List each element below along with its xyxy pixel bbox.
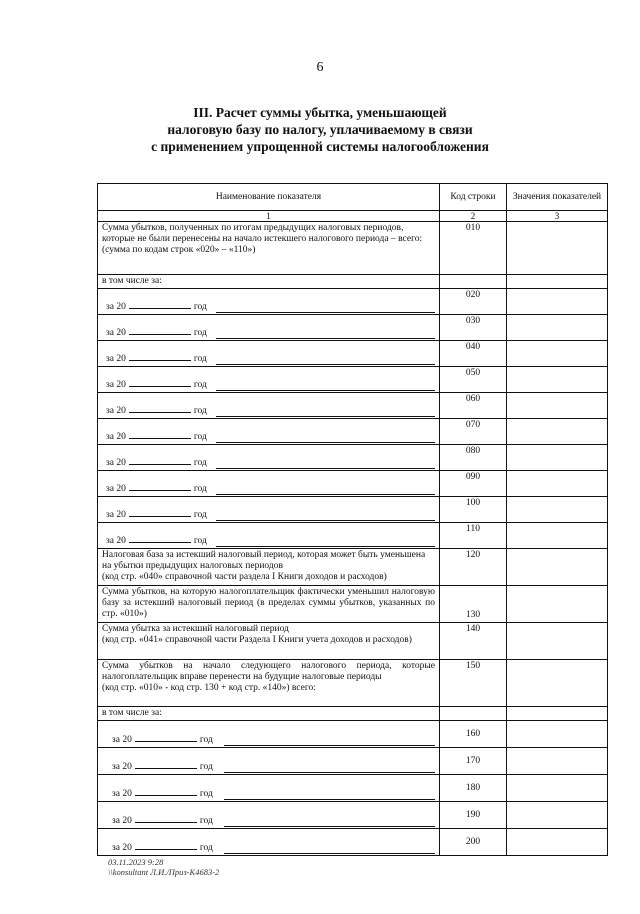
row-190-code: 190 [440, 802, 507, 829]
year-label: за 20 год [112, 843, 213, 853]
table-row-010 [98, 222, 608, 275]
year-label: за 20 год [112, 789, 213, 799]
row-150-code: 150 [440, 660, 507, 707]
table-row-160 [98, 721, 608, 748]
row-170-code: 170 [440, 748, 507, 775]
table-row-030 [98, 315, 608, 341]
year-label: за 20 год [106, 510, 207, 520]
table-row-180 [98, 775, 608, 802]
row-030-value[interactable] [507, 315, 608, 341]
table-row-020 [98, 289, 608, 315]
row-110-code: 110 [440, 523, 507, 549]
loss-calculation-table [97, 183, 608, 856]
row-010-code: 010 [440, 222, 507, 275]
including-code [440, 275, 507, 289]
including-value-2 [507, 707, 608, 721]
title-line-3: с применением упрощенной системы налогообложения [151, 139, 489, 154]
column-number-1: 1 [98, 211, 440, 222]
row-100-value[interactable] [507, 497, 608, 523]
year-label: за 20 год [112, 735, 213, 745]
including-label-2: в том числе за: [98, 707, 440, 721]
table-row-130 [98, 586, 608, 623]
table-row-120 [98, 549, 608, 586]
row-150-value[interactable] [507, 660, 608, 707]
year-label: за 20 год [112, 762, 213, 772]
row-110-value[interactable] [507, 523, 608, 549]
row-020-code: 020 [440, 289, 507, 315]
document-footer [108, 857, 219, 877]
year-label: за 20 год [106, 302, 207, 312]
including-code-2 [440, 707, 507, 721]
title-line-2: налоговую базу по налогу, уплачиваемому в связи [167, 122, 473, 137]
table-row-070 [98, 419, 608, 445]
row-130-text: Сумма убытков, на которую налогоплательщик фактически уменьшил налоговую базу за истекший налоговый период (в пределах суммы убытков, указанных по стр. «010») [98, 586, 440, 623]
row-060-value[interactable] [507, 393, 608, 419]
row-140-text: Сумма убытка за истекший налоговый период [102, 624, 289, 634]
including-label: в том числе за: [98, 275, 440, 289]
table-row-190 [98, 802, 608, 829]
table-row-080 [98, 445, 608, 471]
column-number-2: 2 [440, 211, 507, 222]
row-120-text: Налоговая база за истекший налоговый период, которая может быть уменьшена на убытки предыдущих налоговых периодов [102, 550, 426, 571]
table-row-140 [98, 623, 608, 660]
table-row-110 [98, 523, 608, 549]
table-row-150 [98, 660, 608, 707]
row-160-value[interactable] [507, 721, 608, 748]
row-060-code: 060 [440, 393, 507, 419]
page-number: 6 [316, 60, 324, 75]
row-010-text: Сумма убытков, полученных по итогам предыдущих налоговых периодов, которые не были перенесены на начало истекшего налогового периода – всего: [102, 223, 423, 244]
row-170-value[interactable] [507, 748, 608, 775]
section-title [0, 104, 640, 155]
row-140-value[interactable] [507, 623, 608, 660]
row-190-value[interactable] [507, 802, 608, 829]
table-row-060 [98, 393, 608, 419]
table-row-including [98, 275, 608, 289]
year-label: за 20 год [106, 458, 207, 468]
row-130-code: 130 [440, 586, 507, 623]
row-040-value[interactable] [507, 341, 608, 367]
row-050-value[interactable] [507, 367, 608, 393]
year-label: за 20 год [112, 816, 213, 826]
table-row-040 [98, 341, 608, 367]
row-030-code: 030 [440, 315, 507, 341]
footer-timestamp: 03.11.2023 9:28 [108, 857, 164, 867]
row-120-value[interactable] [507, 549, 608, 586]
year-label: за 20 год [106, 328, 207, 338]
row-200-value[interactable] [507, 829, 608, 856]
row-090-code: 090 [440, 471, 507, 497]
row-100-code: 100 [440, 497, 507, 523]
row-180-value[interactable] [507, 775, 608, 802]
including-value [507, 275, 608, 289]
year-label: за 20 год [106, 380, 207, 390]
row-120-note: (код стр. «040» справочной части раздела I Книги доходов и расходов) [102, 572, 387, 582]
year-label: за 20 год [106, 432, 207, 442]
row-150-text: Сумма убытков на начало следующего налогового периода, которые налогоплательщик вправе перенести на будущие налоговые периоды [102, 661, 435, 682]
row-070-code: 070 [440, 419, 507, 445]
row-180-code: 180 [440, 775, 507, 802]
table-row-100 [98, 497, 608, 523]
year-label: за 20 год [106, 536, 207, 546]
row-050-code: 050 [440, 367, 507, 393]
row-090-value[interactable] [507, 471, 608, 497]
row-200-code: 200 [440, 829, 507, 856]
header-value: Значения показателей [507, 184, 608, 211]
table-row-170 [98, 748, 608, 775]
row-040-code: 040 [440, 341, 507, 367]
table-row-050 [98, 367, 608, 393]
row-160-code: 160 [440, 721, 507, 748]
row-010-value[interactable] [507, 222, 608, 275]
year-label: за 20 год [106, 354, 207, 364]
row-120-code: 120 [440, 549, 507, 586]
year-label: за 20 год [106, 484, 207, 494]
row-140-note: (код стр. «041» справочной части Раздела I Книги учета доходов и расходов) [102, 635, 412, 645]
row-010-note: (сумма по кодам строк «020» – «110») [102, 245, 256, 255]
title-line-1: III. Расчет суммы убытка, уменьшающей [193, 105, 447, 120]
column-number-3: 3 [507, 211, 608, 222]
header-code: Код строки [440, 184, 507, 211]
row-140-code: 140 [440, 623, 507, 660]
row-080-code: 080 [440, 445, 507, 471]
table-row-090 [98, 471, 608, 497]
footer-path: \\konsultant Л.И./Приз-К4683-2 [108, 867, 220, 877]
year-label: за 20 год [106, 406, 207, 416]
header-name: Наименование показателя [98, 184, 440, 211]
table-header-row [98, 184, 608, 211]
row-080-value[interactable] [507, 445, 608, 471]
table-row-including-2 [98, 707, 608, 721]
column-numbers-row [98, 211, 608, 222]
table-row-200 [98, 829, 608, 856]
row-130-value[interactable] [507, 586, 608, 623]
row-150-note: (код стр. «010» - код стр. 130 + код стр. «140») всего: [102, 683, 316, 693]
row-070-value[interactable] [507, 419, 608, 445]
row-020-value[interactable] [507, 289, 608, 315]
